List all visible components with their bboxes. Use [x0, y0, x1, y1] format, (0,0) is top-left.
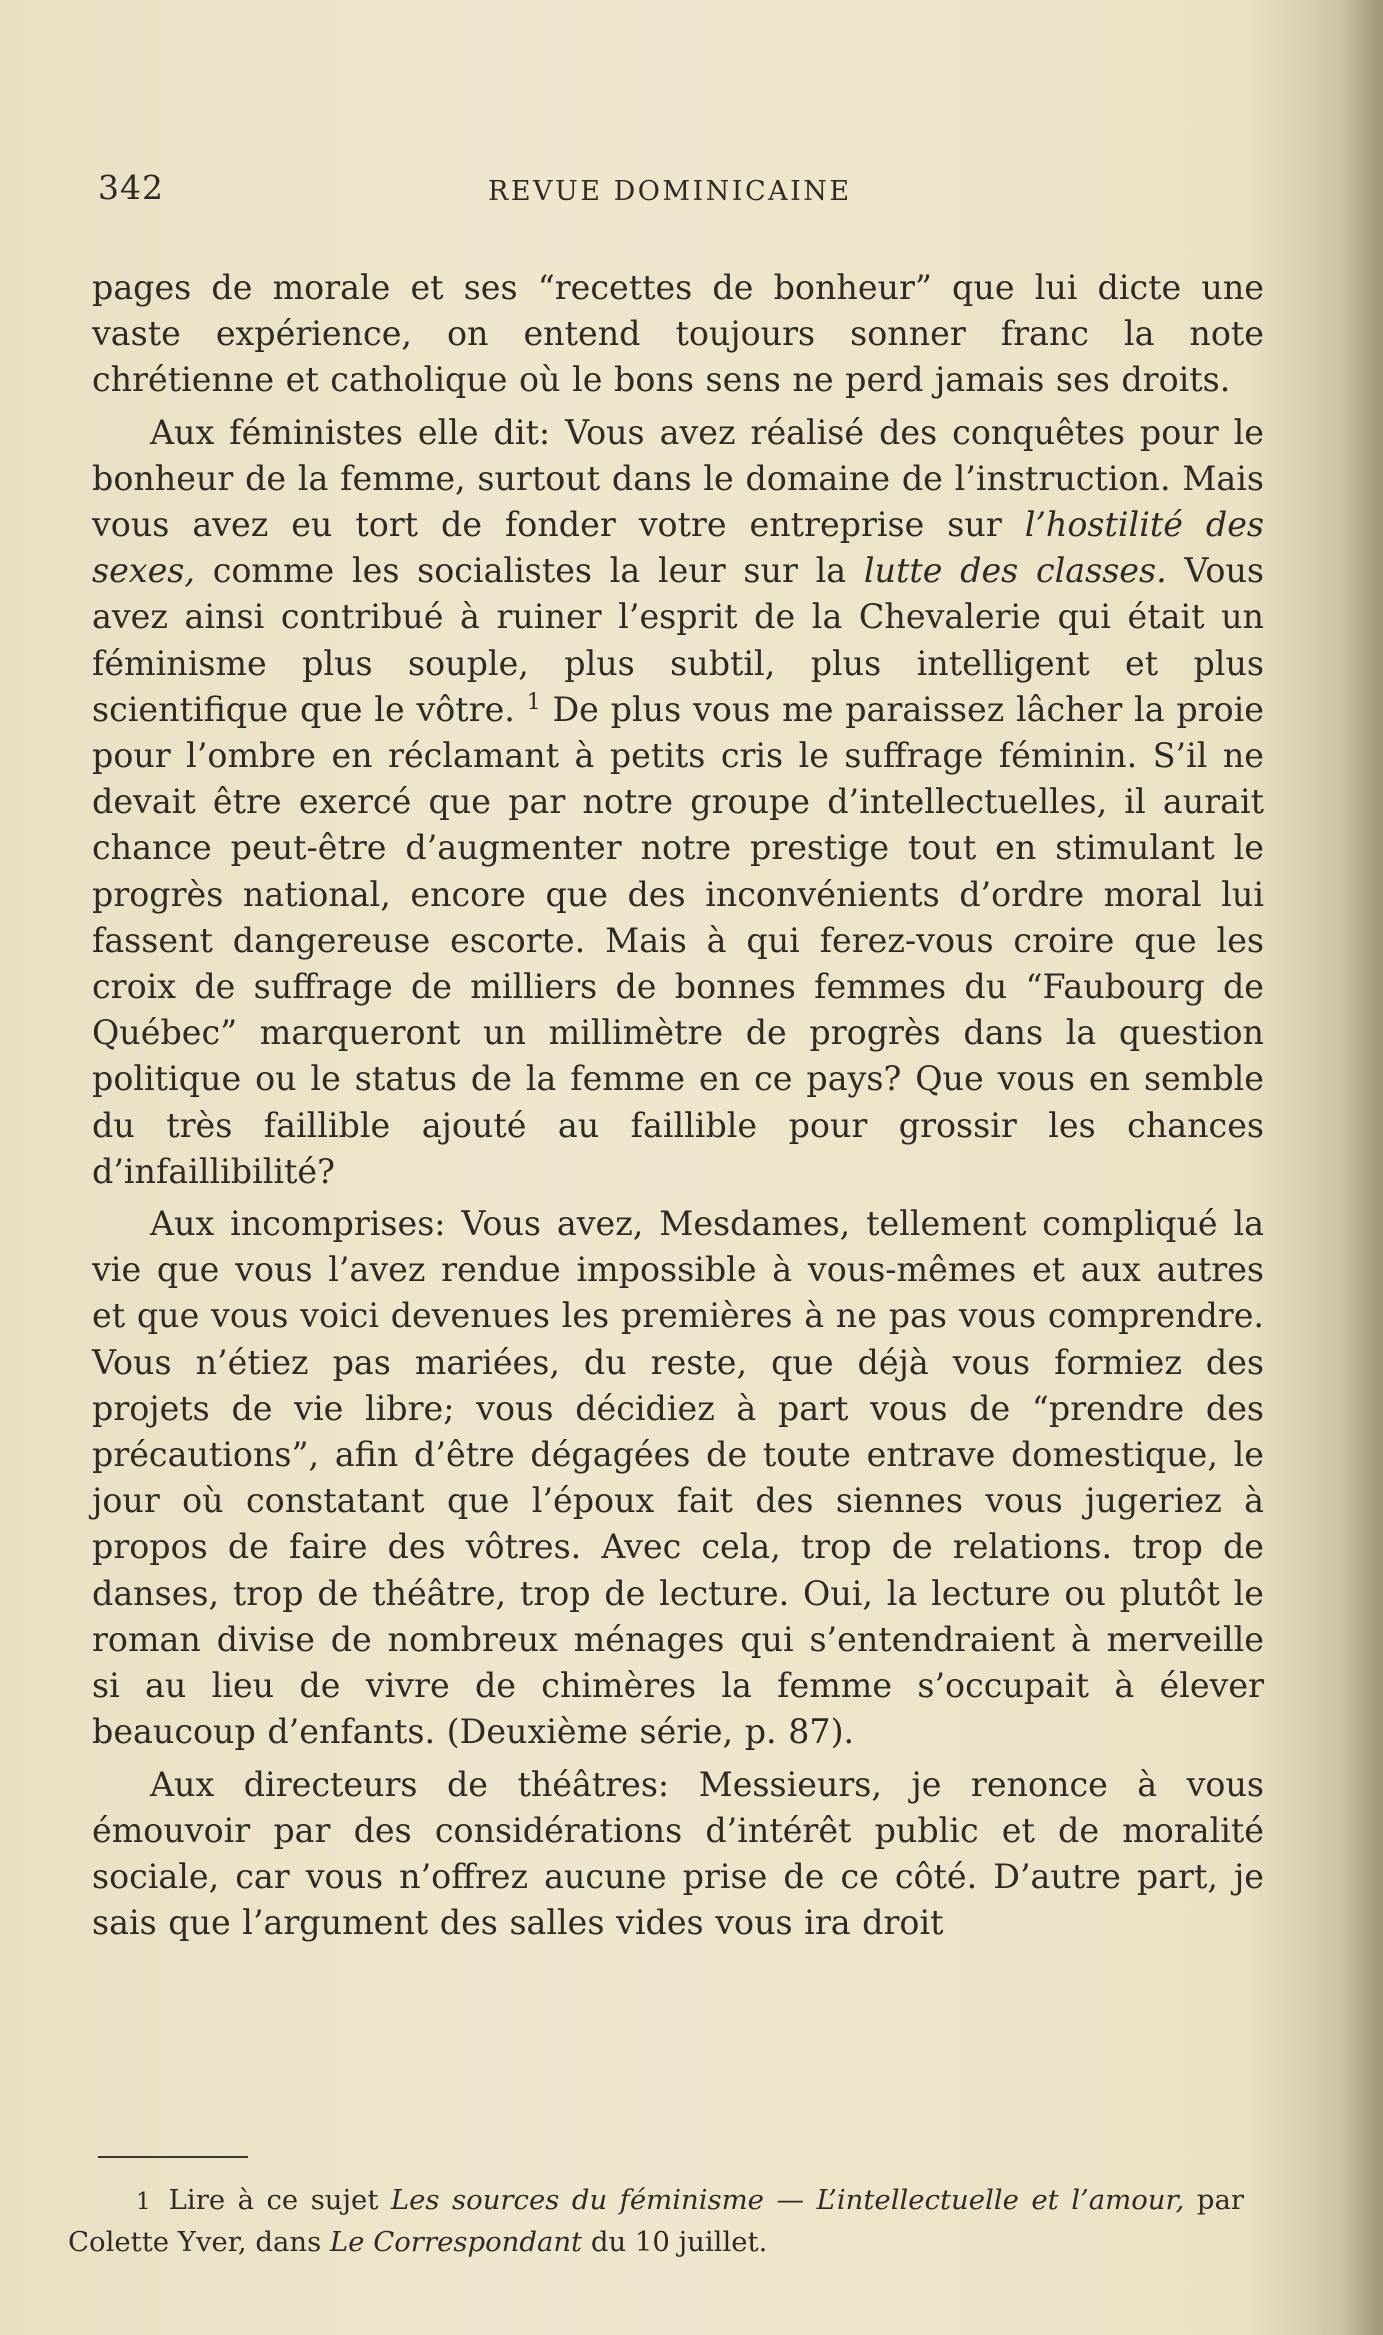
page-number: 342	[98, 168, 164, 207]
text-run: par Colette Yver, dans	[68, 2184, 1244, 2258]
text-run: du 10 juillet.	[582, 2226, 768, 2258]
text-run: comme les socialistes la leur sur la	[194, 551, 864, 591]
page-header	[98, 168, 1278, 218]
body-text	[92, 265, 1264, 1952]
running-title: REVUE DOMINICAINE	[488, 176, 852, 207]
text-run: Vous avez ainsi contribué à ruiner l’esprit de la Chevalerie qui était un féminisme plus souple, plus subtil, plus intelligent et plus scientifique que le vôtre.	[92, 551, 1264, 729]
italic-run: lutte des classes.	[863, 551, 1167, 591]
footnote-mark: 1	[136, 2189, 151, 2215]
italic-run: Les sources du féminisme — L’intellectuelle et l’amour,	[390, 2184, 1185, 2216]
footnote	[68, 2180, 1244, 2262]
text-run: Aux féministes elle dit: Vous avez réalisé des conquêtes pour le bonheur de la femme, surtout dans le domaine de l’instruction. Mais vous avez eu tort de fonder votre entreprise sur	[92, 412, 1264, 545]
page-gutter-shadow	[1343, 0, 1383, 2335]
italic-run: l’hostilité des sexes,	[92, 505, 1264, 591]
italic-run: Le Correspondant	[329, 2226, 583, 2258]
paragraph-directeurs: Aux directeurs de théâtres: Messieurs, je renonce à vous émouvoir par des considérations d’intérêt public et de moralité sociale, car vous n’offrez aucune prise de ce côté. D’autre part, je sais que l’argument des salles vides vous ira droit	[92, 1764, 1264, 1943]
footnote-reference: 1	[526, 689, 541, 715]
text-run: Lire à ce sujet	[168, 2184, 391, 2216]
paragraph-feministes	[92, 410, 1264, 1195]
paragraph-incomprises: Aux incomprises: Vous avez, Mesdames, tellement compliqué la vie que vous l’avez rendue impossible à vous-mêmes et aux autres et que vous voici devenues les premières à ne pas vous comprendre. Vous n’étiez pas mariées, du reste, que déjà vous formiez des projets de vie libre; vous décidiez à part vous de “prendre des précautions”, afin d’être dégagées de toute entrave domestique, le jour où constatant que l’époux fait des siennes vous jugeriez à propos de faire des vôtres. Avec cela, trop de relations. trop de danses, trop de théâtre, trop de lecture. Oui, la lecture ou plutôt le roman divise de nombreux ménages qui s’entendraient à merveille si au lieu de vivre de chimères la femme s’occupait à élever beaucoup d’enfants. (Deuxième série, p. 87).	[92, 1204, 1264, 1752]
footnote-divider	[98, 2156, 248, 2158]
text-run: De plus vous me paraissez lâcher la proie pour l’ombre en réclamant à petits cris le suffrage féminin. S’il ne devait être exercé que par notre groupe d’intellectuelles, il aurait chance peut-être d’augmenter notre prestige tout en stimulant le progrès national, encore que des inconvénients d’ordre moral lui fassent dangereuse escorte. Mais à qui ferez-vous croire que les croix de suffrage de milliers de bonnes femmes du “Faubourg de Québec” marqueront un millimètre de progrès dans la question politique ou le status de la femme en ce pays? Que vous en semble du très faillible ajouté au faillible pour grossir les chances d’infaillibilité?	[92, 689, 1264, 1191]
paragraph-continuation: pages de morale et ses “recettes de bonheur” que lui dicte une vaste expérience, on entend toujours sonner franc la note chrétienne et catholique où le bons sens ne perd jamais ses droits.	[92, 268, 1264, 400]
